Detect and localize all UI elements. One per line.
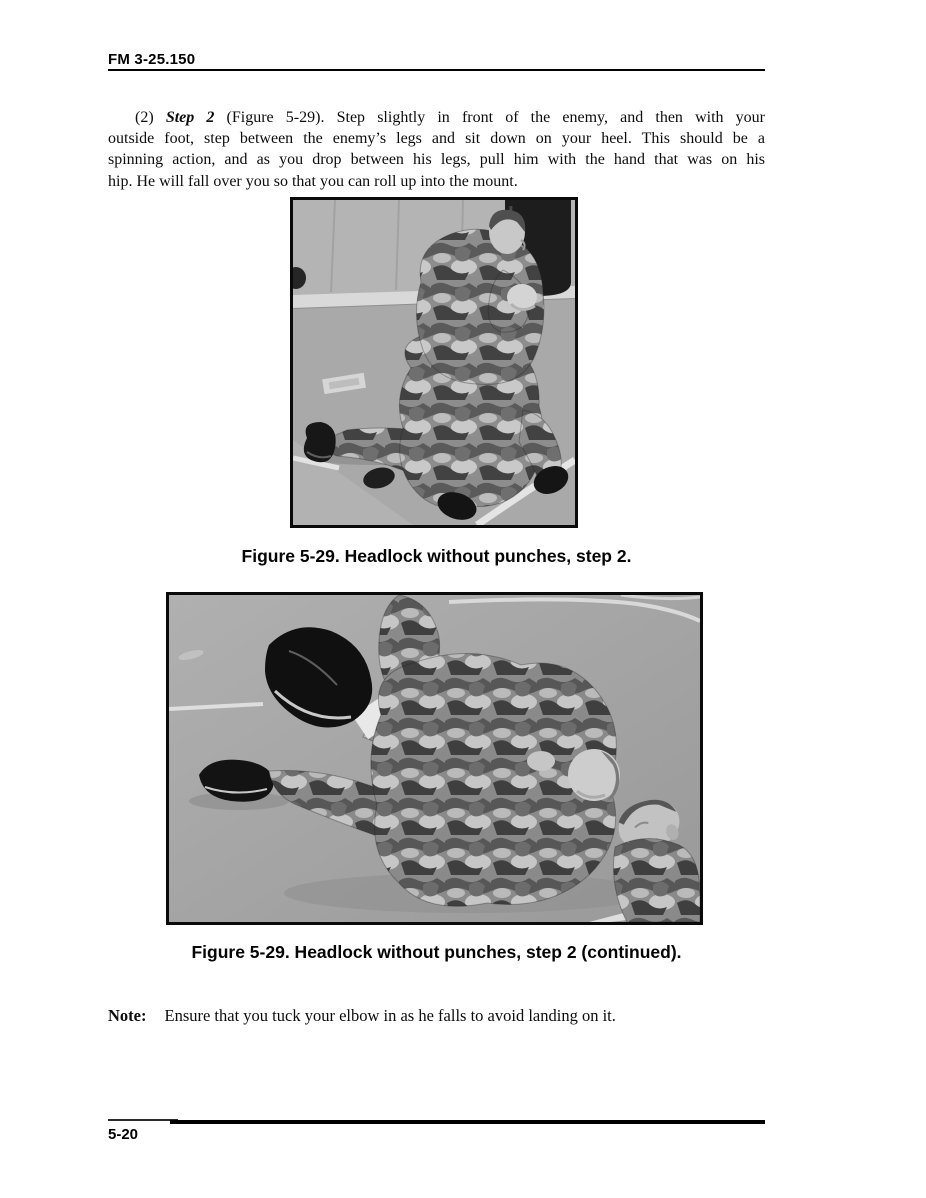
paragraph-line-2: outside foot, step between the enemy’s legs and sit down on your heel. This should be a <box>108 130 765 148</box>
figure-photo-step2-standing <box>290 197 578 528</box>
step-number: (2) <box>135 109 166 126</box>
paragraph-line-4: hip. He will fall over you so that you can roll up into the mount. <box>108 172 518 190</box>
paragraph-line-3: spinning action, and as you drop between his legs, pull him with the hand that was on his <box>108 151 765 169</box>
step-paragraph <box>108 107 765 192</box>
header-rule <box>108 69 765 71</box>
paragraph-line-1 <box>108 107 765 128</box>
figure-photo-step2-ground <box>166 592 703 925</box>
paragraph-line-1-rest: (Figure 5-29). Step slightly in front of the enemy, and then with your <box>214 109 765 126</box>
note-text: Ensure that you tuck your elbow in as he falls to avoid landing on it. <box>164 1006 616 1025</box>
step-label: Step 2 <box>165 109 215 126</box>
gripping-hand <box>527 751 555 771</box>
note-label: Note: <box>108 1006 147 1025</box>
figure-caption-1: Figure 5-29. Headlock without punches, step 2. <box>241 546 632 566</box>
top-soldier-head <box>568 749 620 801</box>
header-doc-number: FM 3-25.150 <box>108 51 196 68</box>
photo1-illustration <box>293 200 575 525</box>
figure-caption-2: Figure 5-29. Headlock without punches, step 2 (continued). <box>191 942 682 962</box>
note <box>108 1006 765 1026</box>
standing-soldier-head <box>489 210 525 254</box>
photo2-illustration <box>169 595 700 922</box>
footer-rule-thin <box>108 1119 178 1121</box>
footer-rule-thick <box>170 1120 765 1124</box>
bottom-soldier-shoulder <box>614 838 701 922</box>
footer-page-number: 5-20 <box>108 1126 139 1143</box>
